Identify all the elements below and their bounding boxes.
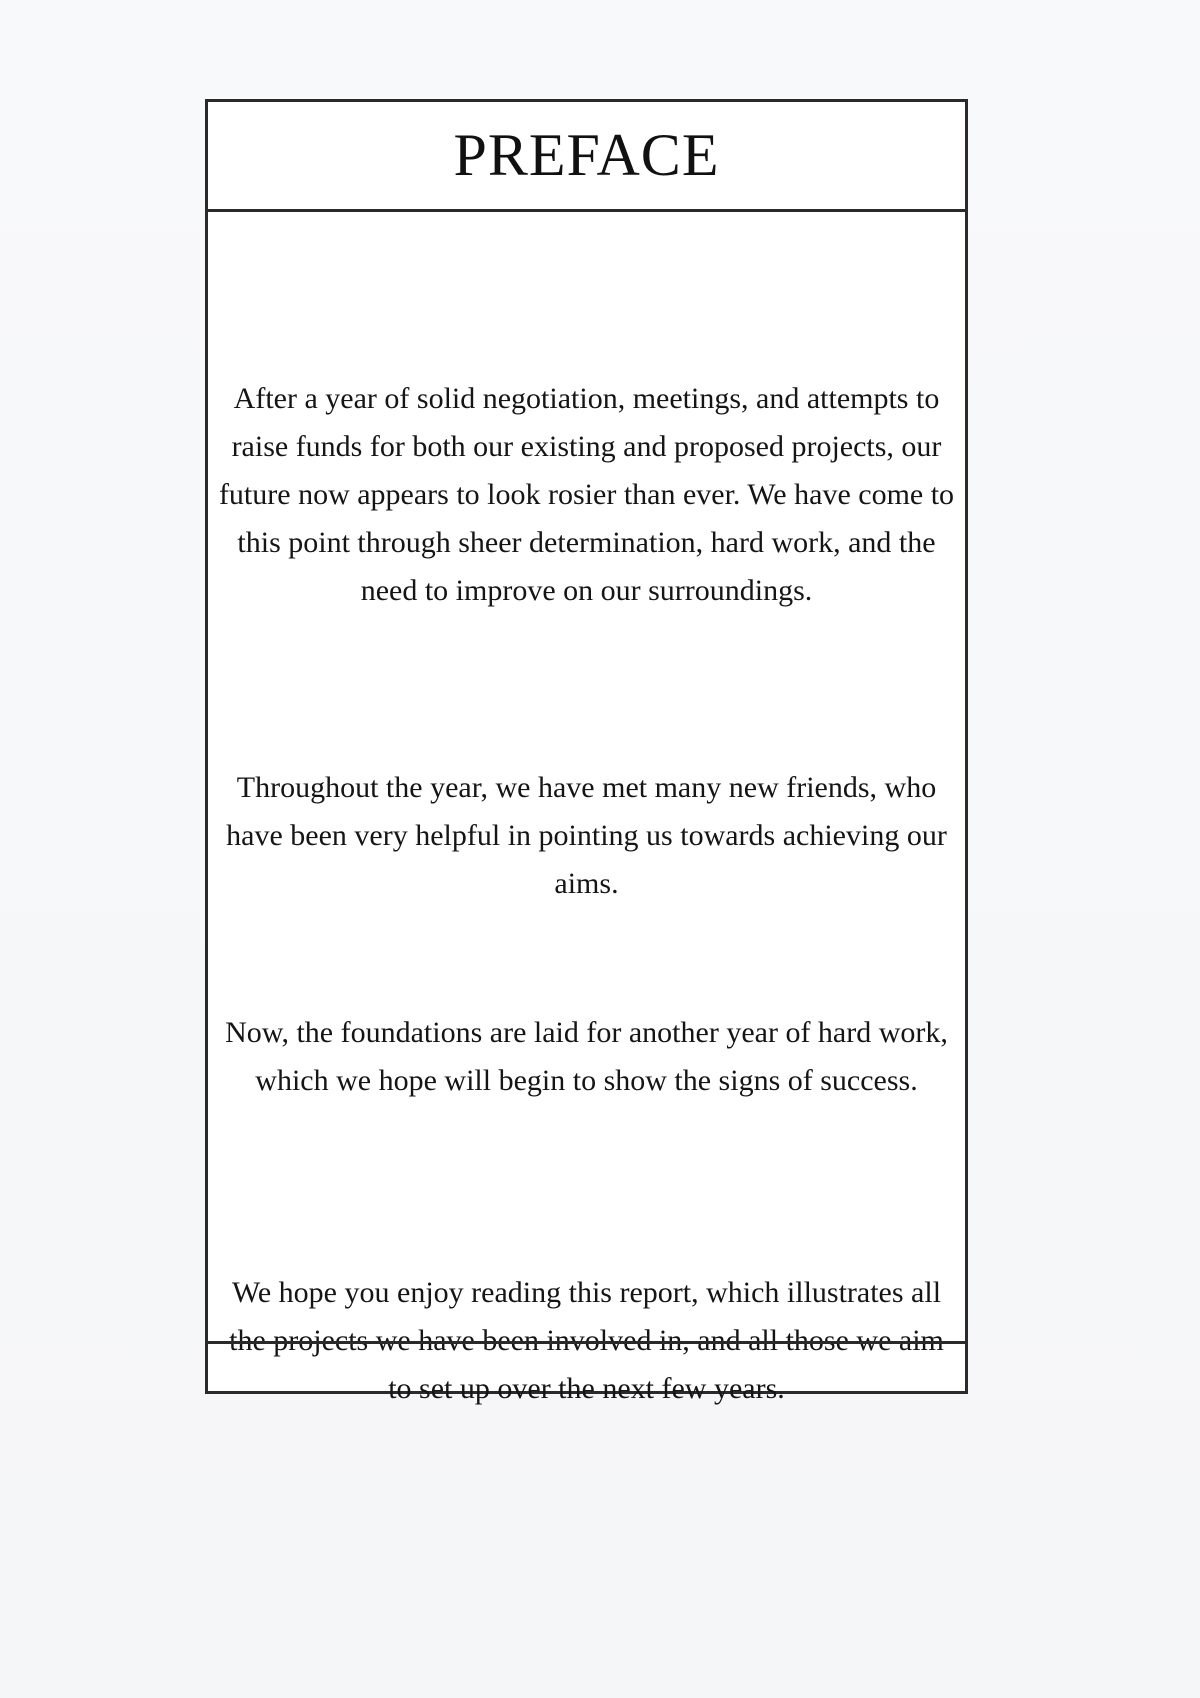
page-title: PREFACE (453, 122, 720, 188)
preface-paragraph-4: We hope you enjoy reading this report, which illustrates all the projects we have been involved in, and all those we aim to set up over the next few years. (229, 1276, 944, 1405)
bottom-band (208, 1341, 965, 1391)
preface-paragraph-3: Now, the foundations are laid for another year of hard work, which we hope will begin to show the signs of success. (225, 1016, 948, 1097)
title-band (208, 102, 965, 212)
preface-paragraph-1: After a year of solid negotiation, meetings, and attempts to raise funds for both our existing and proposed projects, our future now appears to look rosier than ever. We have come to this point through sheer determination, hard work, and the need to improve on our surroundings. (218, 382, 955, 607)
preface-paragraph-2: Throughout the year, we have met many new friends, who have been very helpful in pointing us towards achieving our aims. (226, 771, 947, 900)
preface-content (208, 212, 965, 1447)
preface-frame (205, 99, 968, 1405)
